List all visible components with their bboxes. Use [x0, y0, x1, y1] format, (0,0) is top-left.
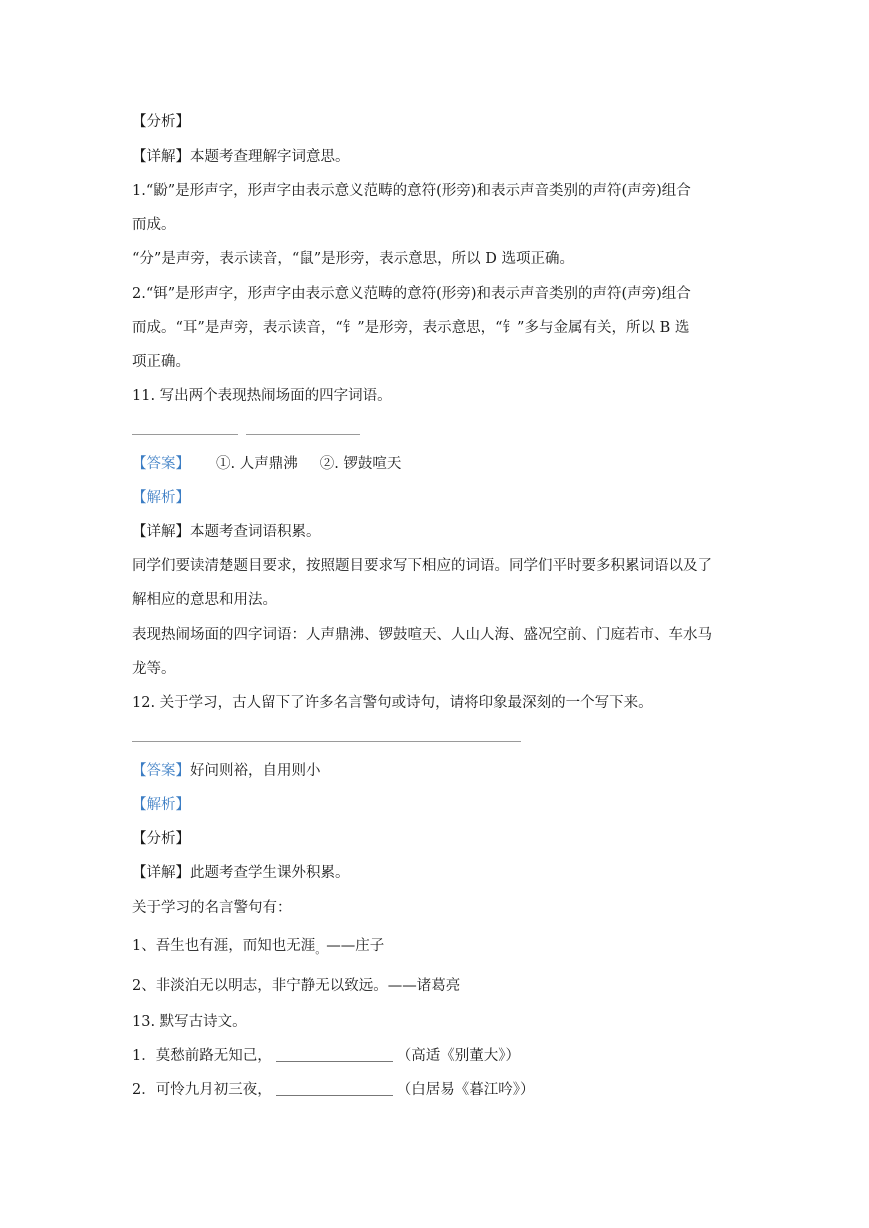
quote-item: 1、吾生也有涯，而知也无涯$_。$——庄子: [132, 938, 385, 956]
paragraph-line: 项正确。: [132, 354, 190, 370]
jiexi-label: 【解析】: [132, 490, 190, 506]
quote-item: 2、非淡泊无以明志，非宁静无以致远。——诸葛亮: [132, 978, 461, 994]
answer-text: 好问则裕，自用则小: [190, 763, 321, 779]
answer-row-12: [132, 761, 321, 781]
analysis-label: 【分析】: [132, 114, 190, 130]
answer-label: 【答案】: [132, 456, 190, 472]
answer-row-11: [132, 454, 401, 474]
answer-item: ①. 人声鼎沸: [216, 456, 298, 472]
paragraph-line: 1.“鼢”是形声字，形声字由表示意义范畴的意符(形旁)和表示声音类别的声符(声旁)组合: [132, 183, 691, 199]
question-11: 11. 写出两个表现热闹场面的四字词语。: [132, 388, 392, 404]
detail-line: 【详解】此题考查学生课外积累。: [132, 865, 350, 881]
answer-blank-1: [132, 434, 238, 435]
detail-line: 【详解】本题考查词语积累。: [132, 524, 321, 540]
fill-blank[interactable]: [276, 1047, 393, 1062]
paragraph-line: 解相应的意思和用法。: [132, 592, 277, 608]
paragraph-line: 表现热闹场面的四字词语：人声鼎沸、锣鼓喧天、人山人海、盛况空前、门庭若市、车水马: [132, 627, 712, 643]
paragraph-line: “分”是声旁，表示读音，“鼠”是形旁，表示意思，所以 D 选项正确。: [132, 251, 574, 267]
paragraph-line: 关于学习的名言警句有：: [132, 900, 292, 916]
answer-label: 【答案】: [132, 763, 190, 779]
paragraph-line: 而成。“耳”是声旁，表示读音，“钅”是形旁，表示意思，“钅”多与金属有关，所以 B 选: [132, 320, 690, 336]
fill-blank[interactable]: [276, 1081, 393, 1096]
question-12: 12. 关于学习，古人留下了许多名言警句或诗句，请将印象最深刻的一个写下来。: [132, 695, 653, 711]
poem-item: 2．可怜九月初三夜， （白居易《暮江吟》）: [132, 1082, 535, 1098]
paragraph-line: 2.“铒”是形声字，形声字由表示意义范畴的意符(形旁)和表示声音类别的声符(声旁)组合: [132, 286, 691, 302]
analysis-label: 【分析】: [132, 831, 190, 847]
paragraph-line: 同学们要读清楚题目要求，按照题目要求写下相应的词语。同学们平时要多积累词语以及了: [132, 558, 712, 574]
paragraph-line: 而成。: [132, 217, 176, 233]
paragraph-line: 龙等。: [132, 661, 176, 677]
question-13: 13. 默写古诗文。: [132, 1014, 247, 1030]
answer-blank-2: [246, 434, 360, 435]
detail-line: 【详解】本题考查理解字词意思。: [132, 149, 350, 165]
poem-item: 1．莫愁前路无知己， （高适《别董大》）: [132, 1048, 520, 1064]
answer-item: ②. 锣鼓喧天: [319, 456, 402, 472]
answer-blank: [132, 741, 521, 742]
jiexi-label: 【解析】: [132, 797, 190, 813]
